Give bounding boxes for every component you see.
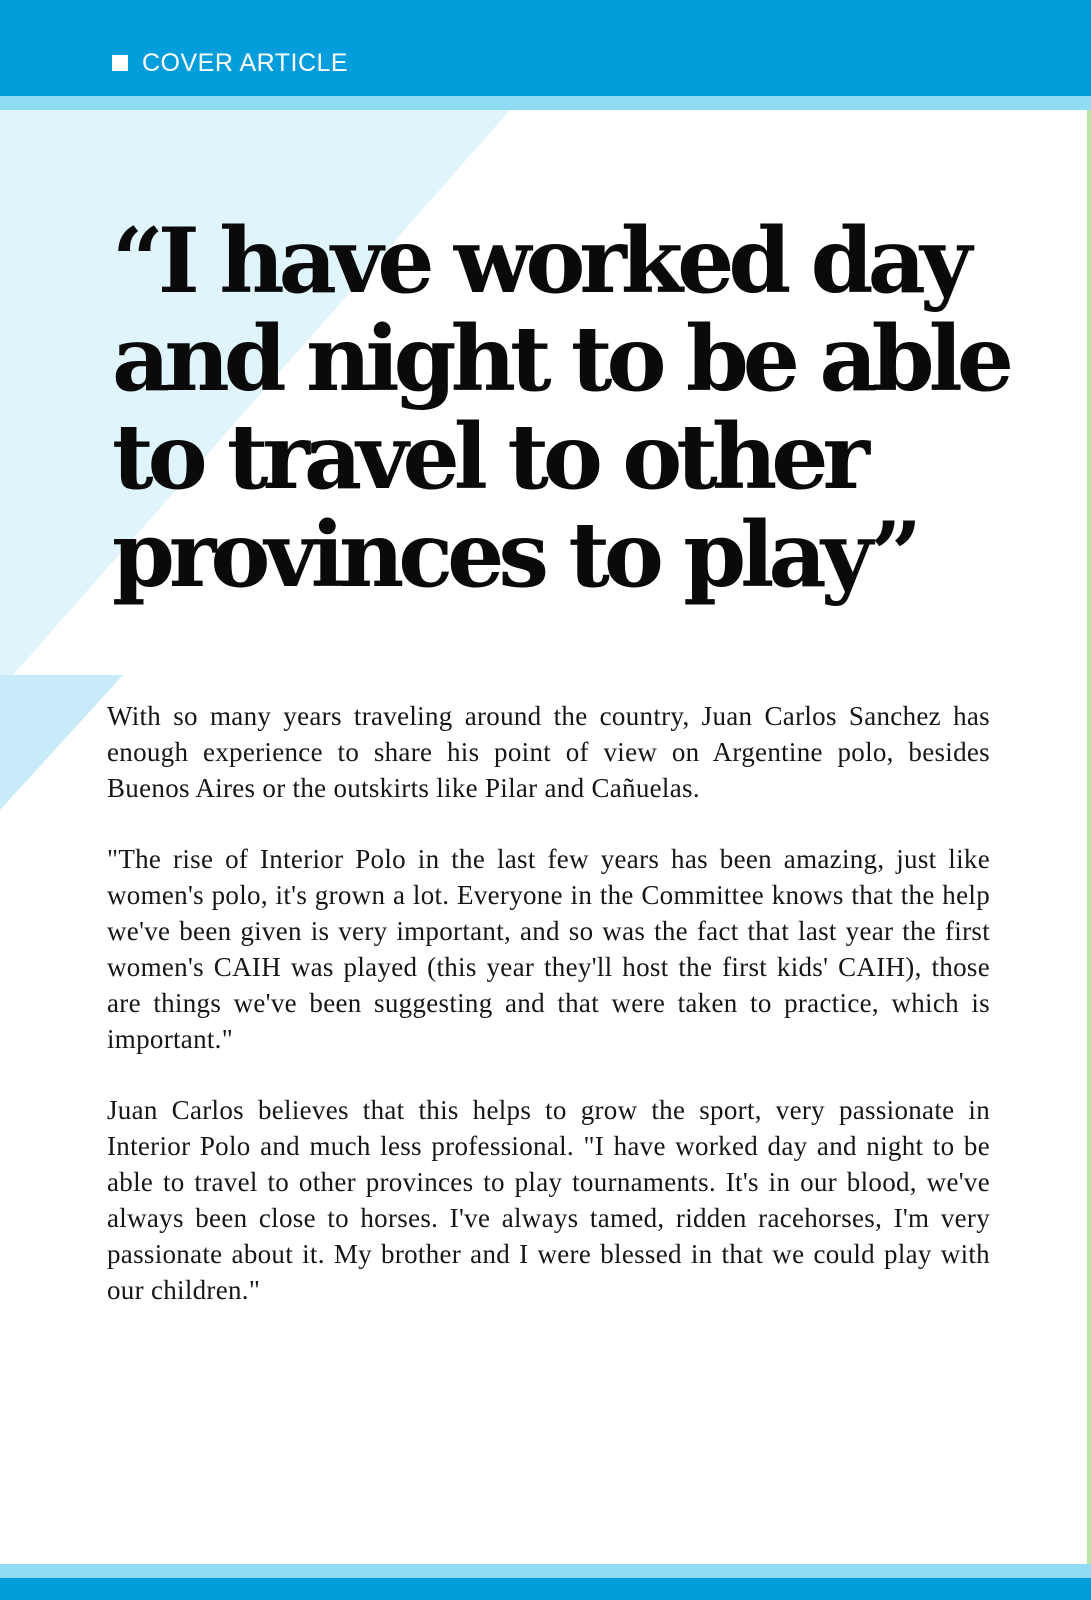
section-label-text: COVER ARTICLE (142, 48, 349, 77)
header-stripe (0, 96, 1091, 110)
square-bullet-icon (112, 55, 128, 71)
blue-corner-triangle (0, 675, 123, 810)
section-label (112, 46, 348, 80)
pull-quote-headline: “I have worked day and night to be able to travel to other provinces to play” (112, 208, 1009, 608)
footer-stripe (0, 1564, 1091, 1578)
body-paragraph: With so many years traveling around the country, Juan Carlos Sanchez has enough experience to share his point of view on Argentine polo, besides Buenos Aires or the outskirts like Pilar and Cañuelas. (107, 701, 990, 803)
footer-bar (0, 1578, 1091, 1600)
article-body (107, 698, 990, 1343)
body-paragraph: Juan Carlos believes that this helps to grow the sport, very passionate in Interior Polo and much less professional. "I have worked day and night to be able to travel to other provinces to play tournaments. It's in our blood, we've always been close to horses. I've always tamed, ridden racehorses, I'm very passionate about it. My brother and I were blessed in that we could play with our children." (107, 1095, 990, 1305)
body-paragraph: "The rise of Interior Polo in the last few years has been amazing, just like women's polo, it's grown a lot. Everyone in the Committee knows that the help we've been given is very important, and so was the fact that last year the first women's CAIH was played (this year they'll host the first kids' CAIH), those are things we've been suggesting and that were taken to practice, which is important." (107, 844, 990, 1054)
right-edge-line (1087, 110, 1091, 1564)
